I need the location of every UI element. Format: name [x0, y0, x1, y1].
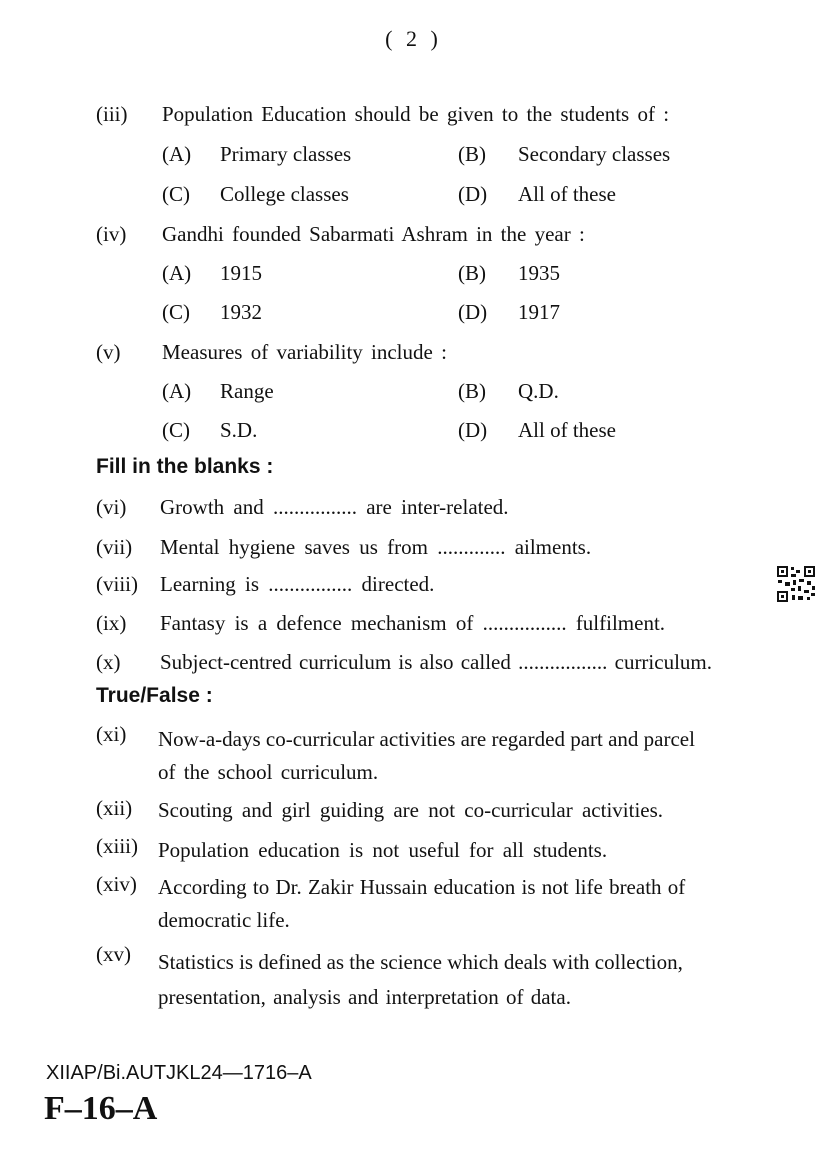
question-number: (viii) [96, 572, 138, 596]
option-key: (B) [458, 379, 486, 403]
question-text: democratic life. [158, 908, 290, 932]
option-text: All of these [518, 418, 616, 442]
option-text: 1915 [220, 261, 262, 285]
question-text: Growth and ................ are inter-related. [160, 495, 509, 519]
option-key: (B) [458, 142, 486, 166]
paper-series-label: F–16–A [44, 1090, 158, 1127]
question-number: (vii) [96, 535, 133, 559]
qr-code-image [776, 565, 816, 603]
question-number: (iv) [96, 222, 127, 246]
section-heading-fill-blanks: Fill in the blanks : [96, 455, 274, 478]
option-text: Secondary classes [518, 142, 671, 166]
question-text: Learning is ................ directed. [160, 572, 435, 596]
question-text: Measures of variability include : [162, 340, 447, 364]
question-text: Subject-centred curriculum is also called ................. curriculum. [160, 650, 713, 674]
option-text: 1935 [518, 261, 560, 285]
section-heading-true-false: True/False : [96, 684, 213, 707]
question-text: Scouting and girl guiding are not co-curricular activities. [158, 798, 664, 822]
option-key: (B) [458, 261, 486, 285]
option-key: (D) [458, 182, 488, 206]
question-number: (xi) [96, 722, 127, 746]
question-text: Fantasy is a defence mechanism of ................ fulfilment. [160, 611, 666, 635]
option-key: (C) [162, 300, 190, 324]
question-text: Now-a-days co-curricular activities are regarded part and parcel [158, 727, 695, 751]
option-text: Primary classes [220, 142, 352, 166]
option-text: 1932 [220, 300, 262, 324]
option-key: (A) [162, 142, 192, 166]
question-number: (xiv) [96, 872, 137, 896]
question-number: (iii) [96, 102, 128, 126]
option-key: (A) [162, 261, 192, 285]
question-number: (ix) [96, 611, 127, 635]
option-key: (D) [458, 418, 488, 442]
question-number: (xv) [96, 942, 131, 966]
option-text: All of these [518, 182, 616, 206]
question-number: (xii) [96, 796, 133, 820]
question-text: According to Dr. Zakir Hussain education is not life breath of [158, 875, 686, 899]
page-number: ( 2 ) [385, 26, 442, 51]
question-text: Population education is not useful for all students. [158, 838, 608, 862]
question-text: Gandhi founded Sabarmati Ashram in the year : [162, 222, 585, 246]
paper-code: XIIAP/Bi.AUTJKL24—1716–A [46, 1062, 312, 1084]
option-key: (C) [162, 182, 190, 206]
option-key: (D) [458, 300, 488, 324]
question-number: (x) [96, 650, 121, 674]
option-key: (C) [162, 418, 190, 442]
option-text: College classes [220, 182, 349, 206]
question-number: (v) [96, 340, 121, 364]
question-number: (vi) [96, 495, 127, 519]
question-text: of the school curriculum. [158, 760, 379, 784]
question-text: presentation, analysis and interpretation of data. [158, 985, 571, 1009]
option-text: 1917 [518, 300, 560, 324]
question-number: (xiii) [96, 834, 138, 858]
option-text: Range [220, 379, 274, 403]
option-text: Q.D. [518, 379, 559, 403]
option-key: (A) [162, 379, 192, 403]
question-text: Mental hygiene saves us from ............. ailments. [160, 535, 592, 559]
question-text: Statistics is defined as the science which deals with collection, [158, 950, 683, 974]
question-text: Population Education should be given to the students of : [162, 102, 670, 126]
option-text: S.D. [220, 418, 258, 442]
